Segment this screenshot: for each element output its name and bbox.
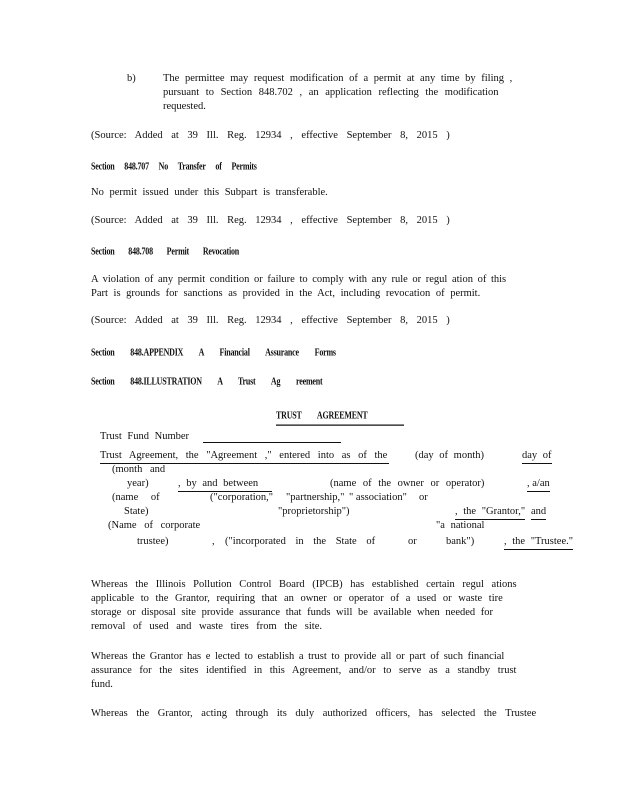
subsection-text-line: pursuant to Section 848.702 , an application reflecting the modification [163,87,499,98]
form-line: (day of month) [415,450,484,461]
form-line: , the "Trustee." [504,535,573,550]
form-line: "partnership," [286,492,345,503]
whereas-paragraph-line: fund. [91,679,113,690]
trust-fund-number-label: Trust Fund Number [100,431,190,442]
form-line: , a/an [527,477,550,492]
blank-line [203,442,341,443]
form-line: "a national [436,520,485,531]
form-line: or [419,492,428,503]
whereas-paragraph-line: storage or disposal site provide assurance that funds will be available when needed for [91,607,494,618]
form-title: TRUST AGREEMENT [276,407,404,426]
whereas-paragraph-line: applicable to the Grantor, requiring that an owner or operator of a used or waste tire [91,593,503,604]
form-line: or [408,536,417,547]
source-note: (Source: Added at 39 Ill. Reg. 12934 , effective September 8, 2015 ) [91,130,450,141]
form-line: trustee) [137,536,169,547]
whereas-paragraph-line: Whereas the Grantor has e lected to establish a trust to provide all or part of such financial [91,651,505,662]
whereas-paragraph-line: assurance for the sites identified in this Agreement, and/or to serve as a standby trust [91,665,517,676]
form-line: day of [522,449,552,464]
form-line: State) [124,506,149,517]
form-line: " association" [349,492,407,503]
source-note: (Source: Added at 39 Ill. Reg. 12934 , effective September 8, 2015 ) [91,315,450,326]
body-paragraph-line: A violation of any permit condition or failure to comply with any rule or regul ation of this [91,274,507,285]
form-line: (Name of corporate [108,520,201,531]
form-line: (month and [112,464,166,475]
whereas-paragraph-line: Whereas the Illinois Pollution Control Board (IPCB) has established certain regul ations [91,579,517,590]
form-line: ("incorporated in the State of [225,536,376,547]
section-heading: Section 848.APPENDIX A Financial Assurance Forms [91,346,336,358]
form-line: ("corporation," [210,492,274,503]
form-line: "proprietorship") [278,506,350,517]
form-line: and [531,505,546,520]
subsection-text-line: requested. [163,101,206,112]
form-line: (name of [112,492,160,503]
whereas-paragraph-line: Whereas the Grantor, acting through its duly authorized officers, has selected the Trustee [91,708,537,719]
whereas-paragraph-line: removal of used and waste tires from the site. [91,621,322,632]
subsection-label: b) [127,73,136,84]
section-heading: Section 848.707 No Transfer of Permits [91,160,257,172]
section-heading: Section 848.708 Permit Revocation [91,245,240,257]
subsection-text-line: The permittee may request modification of a permit at any time by filing , [163,73,513,84]
form-line: bank") [446,536,475,547]
form-line: , [212,536,215,547]
form-line: , the "Grantor," [455,505,525,520]
section-heading: Section 848.ILLUSTRATION A Trust Ag reement [91,375,323,387]
body-paragraph-line: Part is grounds for sanctions as provided in the Act, including revocation of permit. [91,288,481,299]
body-paragraph: No permit issued under this Subpart is transferable. [91,187,328,198]
form-line: (name of the owner or operator) [330,478,485,489]
form-line: Trust Agreement, the "Agreement ," entered into as of the [100,449,389,464]
source-note: (Source: Added at 39 Ill. Reg. 12934 , effective September 8, 2015 ) [91,215,450,226]
form-line: , by and between [178,477,272,492]
form-line: year) [127,478,149,489]
